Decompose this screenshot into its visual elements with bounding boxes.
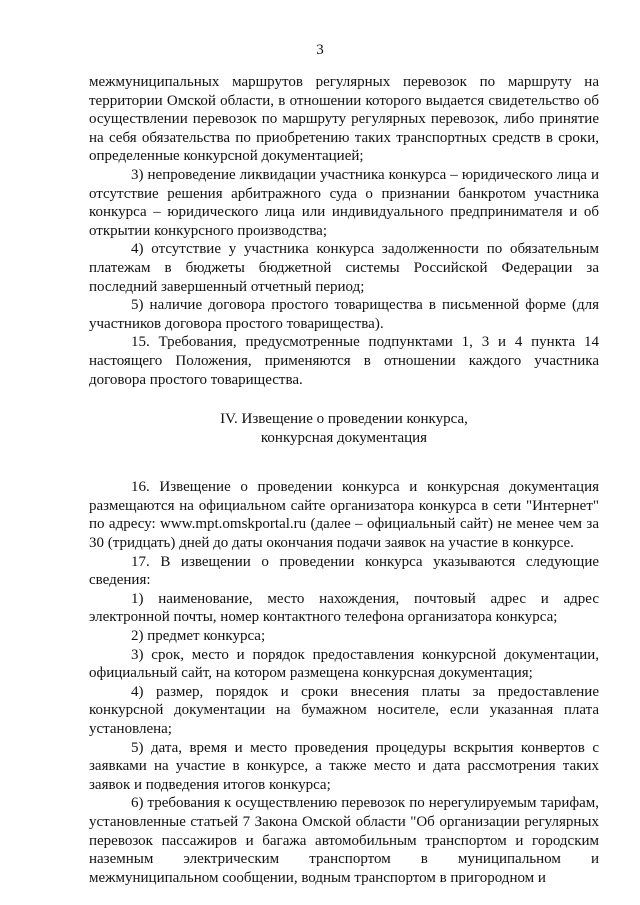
paragraphs-before <box>89 73 599 389</box>
paragraph: 5) дата, время и место проведения процедуры вскрытия конвертов с заявками на участие в конкурсе, а также место и дата рассмотрения таких заявок и подведения итогов конкурса; <box>89 739 599 793</box>
document-body <box>89 73 599 887</box>
section-heading <box>89 410 599 447</box>
section-heading-line2: конкурсная документация <box>260 429 428 446</box>
paragraph: 16. Извещение о проведении конкурса и конкурсная документация размещаются на официальном сайте организатора конкурса в сети "Интернет" по адресу: www.mpt.omskportal.ru (далее – официальный сайт) не менее чем за 30 (тридцать) дней до даты окончания подачи заявок на участие в конкурсе. <box>89 479 599 552</box>
paragraph: 4) отсутствие у участника конкурса задолженности по обязательным платежам в бюджеты бюджетной системы Российской Федерации за последний завершенный отчетный период; <box>89 241 599 295</box>
page-number: 3 <box>316 42 324 58</box>
section-heading-line1: IV. Извещение о проведении конкурса, <box>220 411 468 428</box>
paragraph: межмуниципальных маршрутов регулярных перевозок по маршруту на территории Омской области, в отношении которого выдается свидетельство об осуществлении перевозок по маршруту регулярных перевозок, либо принятие на себя обязательства по приобретению таких транспортных средств в сроки, определенные конкурсной документацией; <box>89 74 599 165</box>
paragraph: 5) наличие договора простого товарищества в письменной форме (для участников договора простого товарищества). <box>89 297 599 332</box>
paragraphs-after <box>89 478 599 887</box>
paragraph: 17. В извещении о проведении конкурса указываются следующие сведения: <box>89 553 599 589</box>
paragraph: 6) требования к осуществлению перевозок по нерегулируемым тарифам, установленные статьей 7 Закона Омской области "Об организации регулярных перевозок пассажиров и багажа автомобильным транспортом и городским наземным электрическим транспортом в муниципальном и межмуниципальном сообщении, водным транспортом в пригородном и <box>89 795 599 886</box>
paragraph: 1) наименование, место нахождения, почтовый адрес и адрес электронной почты, номер контактного телефона организатора конкурса; <box>89 590 599 626</box>
paragraph: 2) предмет конкурса; <box>131 628 266 645</box>
paragraph: 4) размер, порядок и сроки внесения платы за предоставление конкурсной документации на бумажном носителе, если указанная плата установлена; <box>89 683 599 737</box>
paragraph: 3) срок, место и порядок предоставления конкурсной документации, официальный сайт, на котором размещена конкурсная документация; <box>89 646 599 682</box>
paragraph: 15. Требования, предусмотренные подпунктами 1, 3 и 4 пункта 14 настоящего Положения, применяются в отношении каждого участника договора простого товарищества. <box>89 334 599 388</box>
paragraph: 3) непроведение ликвидации участника конкурса – юридического лица и отсутствие решения арбитражного суда о признании банкротом участника конкурса – юридического лица или индивидуального предпринимателя и об открытии конкурсного производства; <box>89 166 599 239</box>
